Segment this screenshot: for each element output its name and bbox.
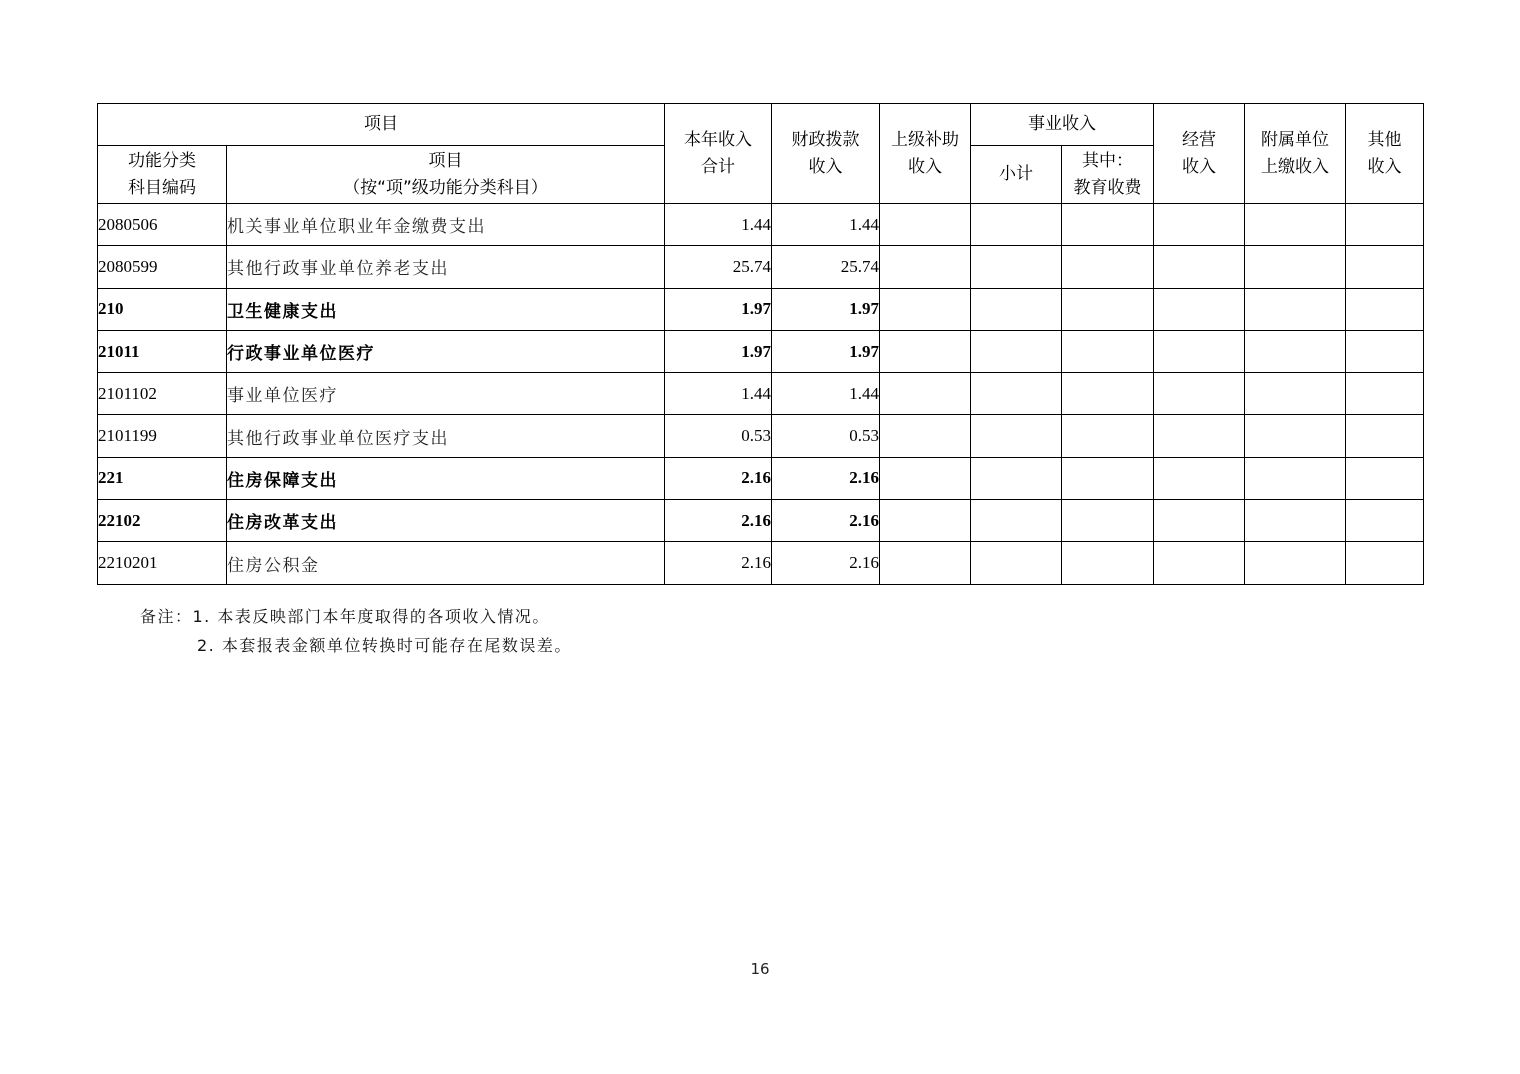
table-row xyxy=(98,457,1424,499)
row-total-income: 0.53 xyxy=(665,415,772,457)
row-superior-subsidy xyxy=(880,204,971,246)
row-operating-income xyxy=(1154,457,1245,499)
header-superior-subsidy xyxy=(880,104,971,204)
row-superior-subsidy xyxy=(880,542,971,584)
row-other-income xyxy=(1346,288,1424,330)
row-operating-income xyxy=(1154,204,1245,246)
row-affiliated-income xyxy=(1245,542,1346,584)
row-fiscal-allocation: 1.44 xyxy=(772,373,880,415)
row-operating-income xyxy=(1154,542,1245,584)
row-other-income xyxy=(1346,330,1424,372)
row-fiscal-allocation: 0.53 xyxy=(772,415,880,457)
row-total-income: 1.44 xyxy=(665,204,772,246)
table-row xyxy=(98,500,1424,542)
header-code-line2: 科目编码 xyxy=(128,177,196,198)
row-total-income: 1.97 xyxy=(665,288,772,330)
row-other-income xyxy=(1346,204,1424,246)
income-table xyxy=(97,103,1424,585)
header-total-income-line2: 合计 xyxy=(701,156,735,177)
row-affiliated-income xyxy=(1245,204,1346,246)
row-affiliated-income xyxy=(1245,330,1346,372)
row-business-subtotal xyxy=(971,246,1062,288)
row-total-income: 1.97 xyxy=(665,330,772,372)
row-affiliated-income xyxy=(1245,246,1346,288)
row-business-subtotal xyxy=(971,457,1062,499)
table-row xyxy=(98,204,1424,246)
header-fiscal-line1: 财政拨款 xyxy=(791,129,860,150)
row-name: 住房改革支出 xyxy=(227,500,665,542)
row-affiliated-income xyxy=(1245,373,1346,415)
row-superior-subsidy xyxy=(880,373,971,415)
row-superior-subsidy xyxy=(880,246,971,288)
row-business-subtotal xyxy=(971,330,1062,372)
row-other-income xyxy=(1346,415,1424,457)
row-fiscal-allocation: 2.16 xyxy=(772,542,880,584)
header-of-which-line1: 其中： xyxy=(1082,150,1133,171)
header-code-col xyxy=(98,146,227,204)
row-other-income xyxy=(1346,457,1424,499)
row-fiscal-allocation: 1.44 xyxy=(772,204,880,246)
row-operating-income xyxy=(1154,500,1245,542)
header-operating-line2: 收入 xyxy=(1182,156,1216,177)
row-name: 卫生健康支出 xyxy=(227,288,665,330)
table-body xyxy=(98,204,1424,585)
row-education-fees xyxy=(1062,415,1154,457)
header-project-group: 项目 xyxy=(98,104,665,146)
row-total-income: 2.16 xyxy=(665,500,772,542)
header-subsidy-line2: 收入 xyxy=(908,156,942,177)
row-other-income xyxy=(1346,246,1424,288)
note-line-1: 备注：1. 本表反映部门本年度取得的各项收入情况。 xyxy=(140,607,550,626)
row-affiliated-income xyxy=(1245,288,1346,330)
row-superior-subsidy xyxy=(880,288,971,330)
row-name: 事业单位医疗 xyxy=(227,373,665,415)
income-table-container xyxy=(97,103,1424,585)
row-superior-subsidy xyxy=(880,500,971,542)
header-other-line1: 其他 xyxy=(1367,129,1402,150)
header-subsidy-line1: 上级补助 xyxy=(891,129,959,150)
header-business-subtotal: 小计 xyxy=(971,146,1062,204)
row-business-subtotal xyxy=(971,500,1062,542)
row-business-subtotal xyxy=(971,288,1062,330)
row-operating-income xyxy=(1154,330,1245,372)
header-operating-income xyxy=(1154,104,1245,204)
row-name: 其他行政事业单位养老支出 xyxy=(227,246,665,288)
header-operating-line1: 经营 xyxy=(1182,129,1216,150)
note-line-2: 2. 本套报表金额单位转换时可能存在尾数误差。 xyxy=(197,636,572,655)
row-other-income xyxy=(1346,373,1424,415)
row-education-fees xyxy=(1062,288,1154,330)
table-notes xyxy=(140,602,572,660)
header-affiliated-line2: 上缴收入 xyxy=(1261,156,1329,177)
header-business-of-which xyxy=(1062,146,1154,204)
row-education-fees xyxy=(1062,204,1154,246)
row-business-subtotal xyxy=(971,415,1062,457)
row-education-fees xyxy=(1062,500,1154,542)
row-business-subtotal xyxy=(971,542,1062,584)
row-name: 其他行政事业单位医疗支出 xyxy=(227,415,665,457)
row-other-income xyxy=(1346,500,1424,542)
row-fiscal-allocation: 2.16 xyxy=(772,457,880,499)
header-business-income-group: 事业收入 xyxy=(971,104,1154,146)
row-education-fees xyxy=(1062,330,1154,372)
row-business-subtotal xyxy=(971,373,1062,415)
row-affiliated-income xyxy=(1245,500,1346,542)
table-row xyxy=(98,415,1424,457)
row-affiliated-income xyxy=(1245,457,1346,499)
row-code: 2101102 xyxy=(98,373,227,415)
row-fiscal-allocation: 2.16 xyxy=(772,500,880,542)
row-code: 21011 xyxy=(98,330,227,372)
page-number: 16 xyxy=(750,960,770,978)
header-name-col xyxy=(227,146,665,204)
row-education-fees xyxy=(1062,246,1154,288)
header-total-income xyxy=(665,104,772,204)
header-of-which-line2: 教育收费 xyxy=(1073,177,1142,198)
header-code-line1: 功能分类 xyxy=(128,150,196,171)
row-operating-income xyxy=(1154,288,1245,330)
row-affiliated-income xyxy=(1245,415,1346,457)
row-fiscal-allocation: 25.74 xyxy=(772,246,880,288)
row-total-income: 1.44 xyxy=(665,373,772,415)
row-business-subtotal xyxy=(971,204,1062,246)
header-other-income xyxy=(1346,104,1424,204)
row-other-income xyxy=(1346,542,1424,584)
row-code: 22102 xyxy=(98,500,227,542)
row-superior-subsidy xyxy=(880,330,971,372)
table-row xyxy=(98,373,1424,415)
table-row xyxy=(98,246,1424,288)
row-name: 住房保障支出 xyxy=(227,457,665,499)
row-operating-income xyxy=(1154,415,1245,457)
header-affiliated-income xyxy=(1245,104,1346,204)
header-name-line1: 项目 xyxy=(428,150,463,171)
row-code: 2210201 xyxy=(98,542,227,584)
row-education-fees xyxy=(1062,542,1154,584)
row-code: 210 xyxy=(98,288,227,330)
table-row xyxy=(98,288,1424,330)
header-affiliated-line1: 附属单位 xyxy=(1261,129,1329,150)
row-operating-income xyxy=(1154,246,1245,288)
row-education-fees xyxy=(1062,457,1154,499)
row-total-income: 25.74 xyxy=(665,246,772,288)
row-fiscal-allocation: 1.97 xyxy=(772,330,880,372)
row-name: 住房公积金 xyxy=(227,542,665,584)
row-operating-income xyxy=(1154,373,1245,415)
header-name-line2: （按“项”级功能分类科目） xyxy=(343,177,548,198)
table-row xyxy=(98,330,1424,372)
row-code: 221 xyxy=(98,457,227,499)
row-education-fees xyxy=(1062,373,1154,415)
row-name: 机关事业单位职业年金缴费支出 xyxy=(227,204,665,246)
row-superior-subsidy xyxy=(880,415,971,457)
row-fiscal-allocation: 1.97 xyxy=(772,288,880,330)
row-code: 2101199 xyxy=(98,415,227,457)
header-total-income-line1: 本年收入 xyxy=(684,129,752,150)
row-code: 2080506 xyxy=(98,204,227,246)
row-name: 行政事业单位医疗 xyxy=(227,330,665,372)
header-fiscal-line2: 收入 xyxy=(808,156,843,177)
header-other-line2: 收入 xyxy=(1367,156,1402,177)
header-fiscal-allocation xyxy=(772,104,880,204)
row-superior-subsidy xyxy=(880,457,971,499)
table-row xyxy=(98,542,1424,584)
row-total-income: 2.16 xyxy=(665,457,772,499)
row-total-income: 2.16 xyxy=(665,542,772,584)
row-code: 2080599 xyxy=(98,246,227,288)
